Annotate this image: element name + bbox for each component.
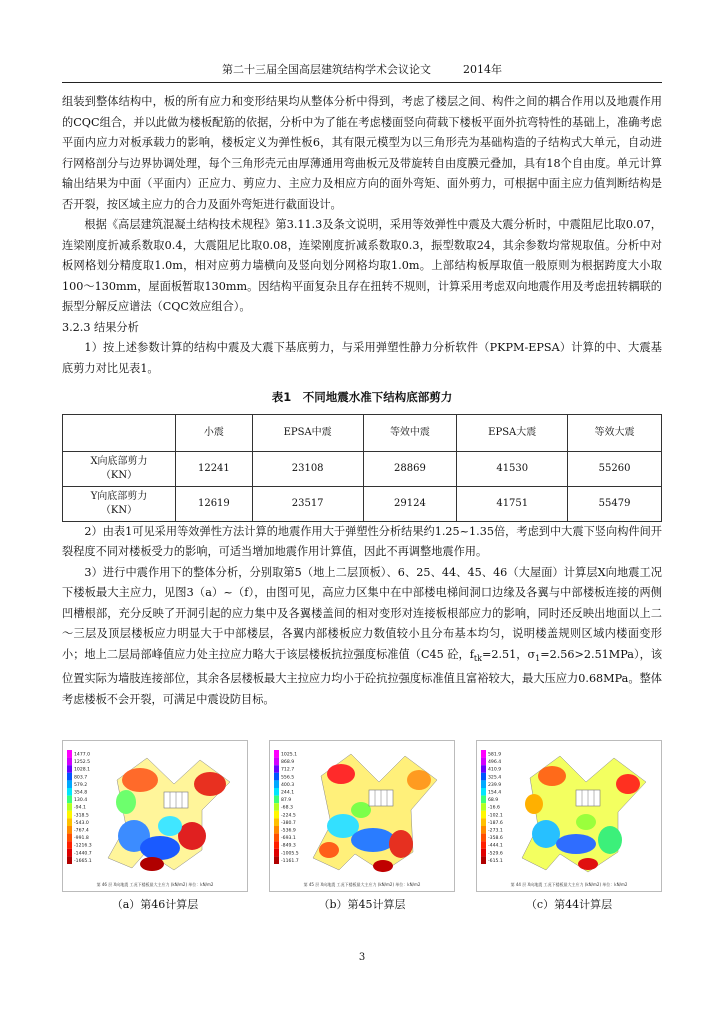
table-cell: 55260 — [568, 451, 662, 486]
table-caption: 表1 不同地震水准下结构底部剪力 — [271, 390, 453, 404]
legend-swatch — [67, 811, 72, 819]
legend-label: -224.5 — [281, 813, 296, 819]
table-cell: 23517 — [252, 486, 363, 521]
stress-contour-plot-b — [269, 740, 455, 892]
legend-label: -273.1 — [488, 828, 503, 834]
legend-swatch — [274, 811, 279, 819]
legend-label: -529.6 — [488, 851, 503, 857]
legend-label: -543.0 — [74, 820, 89, 826]
row-label — [63, 451, 176, 486]
legend-swatch — [67, 773, 72, 781]
legend-label: 1477.0 — [74, 752, 91, 758]
legend-label: -187.6 — [488, 820, 503, 826]
legend-swatch — [481, 841, 486, 849]
legend-label: -1005.5 — [281, 851, 299, 857]
paragraph-5-part-c: =2.56>2.51MPa），该位置实际为墙肢连接部位，其余各层楼板最大主拉应力均小于砼抗拉强度标准值且富裕较大，最大压应力0.68MPa。整体考虑楼板不会开裂，可满足中震设防目标。 — [62, 647, 663, 706]
table-cell: 12619 — [176, 486, 253, 521]
legend-swatch — [67, 834, 72, 842]
row-label-line1: Y向底部剪力 — [90, 490, 148, 502]
legend-label: 400.3 — [281, 782, 295, 788]
legend-label: 556.5 — [281, 775, 295, 781]
legend-label: -16.6 — [488, 805, 500, 811]
legend-swatch — [274, 773, 279, 781]
legend-label: 868.9 — [281, 760, 295, 766]
legend-label: 68.9 — [488, 798, 499, 804]
figure-caption-c: （c）第44计算层 — [525, 898, 613, 911]
legend-label: -380.7 — [281, 820, 296, 826]
legend-swatch — [481, 818, 486, 826]
table-cell: 29124 — [363, 486, 457, 521]
plot-footer: 第 46 层 X向地震 工况下楼板最大主应力 (kN/m2) 单位：kN/m2 — [96, 882, 214, 887]
legend-swatch — [481, 758, 486, 766]
section-heading: 3.2.3 结果分析 — [62, 320, 139, 334]
legend-label: -615.1 — [488, 858, 503, 864]
stress-contour-plot-a — [62, 740, 248, 892]
table-row — [63, 451, 662, 486]
base-shear-table — [62, 414, 662, 522]
table-header-cell: 等效中震 — [363, 414, 457, 451]
legend-swatch — [481, 750, 486, 758]
legend-swatch — [274, 826, 279, 834]
paragraph-4: 2）由表1可见采用等效弹性方法计算的地震作用大于弹塑性分析结果约1.25~1.35倍，考虑到中大震下竖向构件间开裂程度不同对楼板受力的影响，可适当增加地震作用计算值，因此不再调整地震作用。 — [62, 524, 662, 558]
figure-caption-a: （a）第46计算层 — [111, 898, 199, 911]
legend-label: 244.1 — [281, 790, 295, 796]
legend-swatch — [67, 750, 72, 758]
legend-label: -767.4 — [74, 828, 89, 834]
table-cell: 55479 — [568, 486, 662, 521]
legend-swatch — [274, 750, 279, 758]
legend-swatch — [67, 849, 72, 857]
legend-swatch — [481, 788, 486, 796]
legend-label: 1252.5 — [74, 760, 91, 766]
legend-swatch — [274, 765, 279, 773]
legend-label: 325.4 — [488, 775, 502, 781]
legend-label: -991.8 — [74, 836, 89, 842]
legend-label: 581.9 — [488, 752, 502, 758]
legend-swatch — [481, 834, 486, 842]
paragraph-5 — [62, 563, 662, 711]
table-header-cell: EPSA中震 — [252, 414, 363, 451]
legend-label: 130.4 — [74, 798, 88, 804]
plot-footer: 第 44 层 X向地震 工况下楼板最大主应力 (kN/m2) 单位：kN/m2 — [510, 882, 628, 887]
table-header-cell: 小震 — [176, 414, 253, 451]
conference-title: 第二十三届全国高层建筑结构学术会议论文 — [222, 63, 431, 76]
table-header-row — [63, 414, 662, 451]
legend-label: 579.2 — [74, 782, 88, 788]
running-header — [62, 60, 662, 83]
legend-swatch — [481, 856, 486, 864]
legend-swatch — [481, 849, 486, 857]
legend-swatch — [274, 788, 279, 796]
legend-label: -1665.1 — [74, 858, 92, 864]
legend-swatch — [274, 758, 279, 766]
legend-label: 239.9 — [488, 782, 502, 788]
table-header-cell: EPSA大震 — [457, 414, 568, 451]
legend-swatch — [481, 811, 486, 819]
figure-caption-b: （b）第45计算层 — [318, 898, 406, 911]
figure-panel-a — [62, 740, 248, 912]
legend-swatch — [274, 796, 279, 804]
legend-swatch — [67, 788, 72, 796]
paragraph-5-part-a: 3）进行中震作用下的整体分析，分别取第5（地上二层顶板）、6、25、44、45、46（大屋面）计算层X向地震工况下楼板最大主应力，见图3（a）~（f），由图可见，高应力区集中在中部楼电梯间洞口边缘及各翼与中部楼板连接的两侧凹槽根部，充分反映了开洞引起的应力集中及各翼楼盖间的相对变形对连接板根部应力的影响，同时还反映出地面以上二～三层及顶层楼板应力明显大于中部楼层，各翼内部楼板应力数值较小且分布基本均匀，说明楼盖规则区域内楼面变形小；地上二层局部峰值应力处主拉应力略大于该层楼板抗拉强度标准值（C45 砼，f — [62, 565, 662, 661]
table-header-cell: 等效大震 — [568, 414, 662, 451]
header-year: 2014年 — [463, 63, 502, 76]
table-cell: 23108 — [252, 451, 363, 486]
legend-swatch — [67, 780, 72, 788]
table-cell: 41530 — [457, 451, 568, 486]
legend-swatch — [481, 826, 486, 834]
table-cell: 28869 — [363, 451, 457, 486]
legend-label: 712.7 — [281, 767, 295, 773]
row-label-line2: （KN） — [100, 504, 138, 516]
page-number: 3 — [358, 952, 366, 963]
legend-swatch — [481, 803, 486, 811]
legend-swatch — [67, 758, 72, 766]
legend-swatch — [67, 856, 72, 864]
row-label-line1: X向底部剪力 — [90, 455, 148, 467]
legend-label: 1025.1 — [281, 752, 298, 758]
paragraph-5-part-b: =2.51，σ — [481, 647, 536, 661]
legend-swatch — [274, 834, 279, 842]
subscript-tk: tk — [473, 653, 482, 663]
paragraph-2: 根据《高层建筑混凝土结构技术规程》第3.11.3及条文说明，采用等效弹性中震及大震分析时，中震阻尼比取0.07，连梁刚度折减系数取0.4，大震阻尼比取0.08，连梁刚度折减系数取0.3，振型数取24，其余参数均常规取值。分析中对板网格划分精度取1.0m，相对应剪力墙横向及竖向划分网格均取1.0m。上部结构板厚取值一般原则为根据跨度大小取100～130mm，屋面板暂取130mm。因结构平面复杂且存在扭转不规则，计算采用考虑双向地震作用及考虑扭转耦联的振型分解反应谱法（CQC效应组合）。 — [62, 218, 662, 313]
legend-swatch — [481, 780, 486, 788]
legend-label: -318.5 — [74, 813, 89, 819]
legend-label: 496.4 — [488, 760, 502, 766]
figure-3-panels — [62, 740, 662, 915]
stress-legend — [481, 750, 503, 864]
legend-swatch — [481, 773, 486, 781]
table-cell: 41751 — [457, 486, 568, 521]
row-label — [63, 486, 176, 521]
legend-label: 154.4 — [488, 790, 502, 796]
legend-swatch — [67, 796, 72, 804]
legend-swatch — [274, 780, 279, 788]
stress-contour-plot-c — [476, 740, 662, 892]
plot-footer: 第 45 层 X向地震 工况下楼板最大主应力 (kN/m2) 单位：kN/m2 — [303, 882, 421, 887]
legend-label: -358.6 — [488, 836, 503, 842]
legend-swatch — [481, 796, 486, 804]
row-label-line2: （KN） — [100, 469, 138, 481]
legend-label: -68.3 — [281, 805, 293, 811]
legend-swatch — [274, 818, 279, 826]
legend-label: 803.7 — [74, 775, 88, 781]
legend-swatch — [67, 826, 72, 834]
table-row — [63, 486, 662, 521]
figure-panel-b — [269, 740, 455, 912]
subscript-1: 1 — [535, 653, 541, 663]
paragraph-3: 1）按上述参数计算的结构中震及大震下基底剪力，与采用弹塑性静力分析软件（PKPM-EPSA）计算的中、大震基底剪力对比见表1。 — [62, 341, 662, 375]
legend-swatch — [67, 841, 72, 849]
legend-label: -444.1 — [488, 843, 503, 849]
table-cell: 12241 — [176, 451, 253, 486]
legend-swatch — [274, 856, 279, 864]
legend-swatch — [274, 841, 279, 849]
legend-swatch — [67, 818, 72, 826]
legend-label: -102.1 — [488, 813, 503, 819]
table-header-cell — [63, 414, 176, 451]
legend-swatch — [67, 765, 72, 773]
main-text — [62, 92, 662, 710]
figure-panel-c — [476, 740, 662, 912]
legend-label: 1028.1 — [74, 767, 91, 773]
legend-label: 354.8 — [74, 790, 88, 796]
legend-label: -94.1 — [74, 805, 86, 811]
legend-label: -536.9 — [281, 828, 296, 834]
paragraph-1: 组装到整体结构中，板的所有应力和变形结果均从整体分析中得到，考虑了楼层之间、构件之间的耦合作用以及地震作用的CQC组合，并以此做为楼板配筋的依据，分析中为了能在考虑楼面竖向荷载下楼板平面外抗弯特性的基础上，准确考虑平面内应力对板承载力的影响，楼板定义为弹性板6，其有限元模型为以三角形壳为基础构造的子结构式大单元，自动进行网格剖分与边界协调处理，每个三角形壳元由厚薄通用弯曲板元及带旋转自由度膜元叠加，具有18个自由度。单元计算输出结果为中面（平面内）正应力、剪应力、主应力及相应方向的面外弯矩、面外剪力，可根据中面主应力值判断结构是否开裂，按区域主应力的合力及面外弯矩进行截面设计。 — [62, 95, 662, 211]
legend-swatch — [274, 803, 279, 811]
legend-swatch — [481, 765, 486, 773]
legend-label: -1216.3 — [74, 843, 92, 849]
legend-label: -693.1 — [281, 836, 296, 842]
legend-label: -1161.7 — [281, 858, 299, 864]
legend-label: -849.3 — [281, 843, 296, 849]
legend-swatch — [274, 849, 279, 857]
legend-swatch — [67, 803, 72, 811]
legend-label: 87.9 — [281, 798, 292, 804]
legend-label: -1440.7 — [74, 851, 92, 857]
legend-label: 410.9 — [488, 767, 502, 773]
